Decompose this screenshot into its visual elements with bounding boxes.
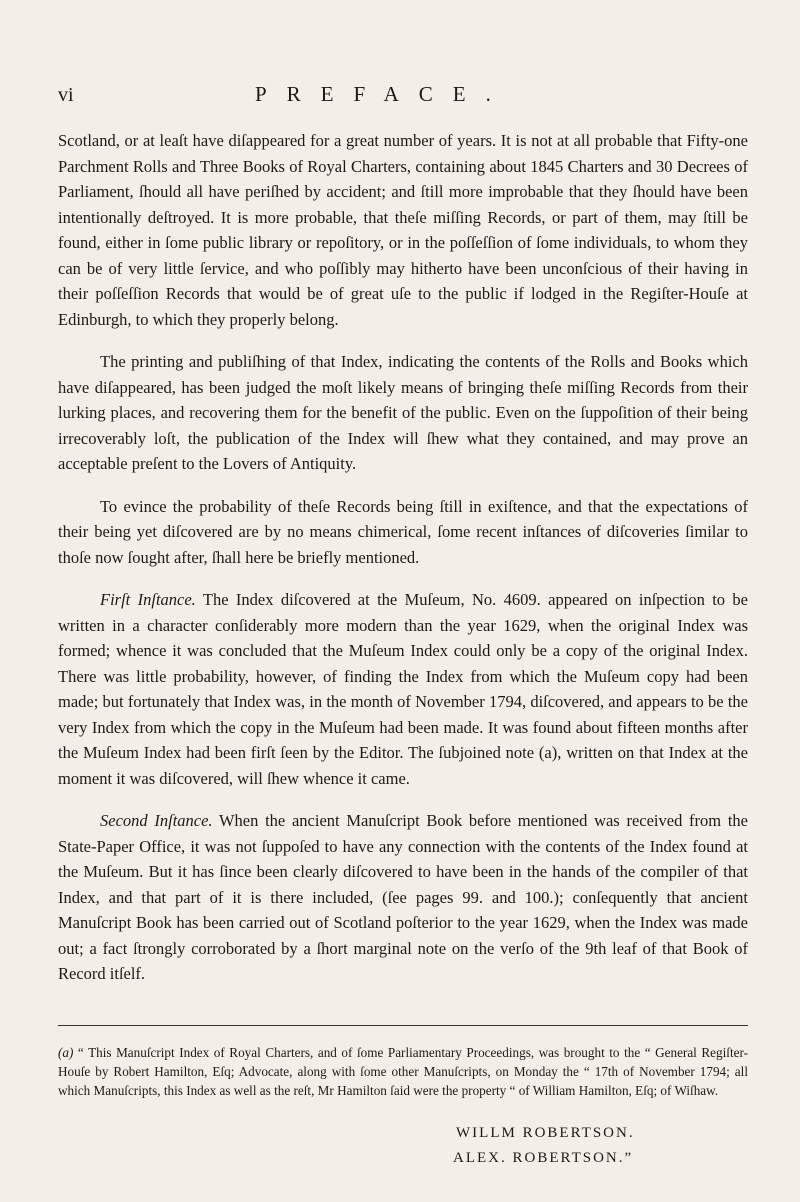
paragraph-2 [58,349,748,477]
paragraph-1-text: Scotland, or at leaſt have diſappeared for a great number of years. It is not at all probable that Fifty-one Parchment Rolls and Three Books of Royal Charters, containing about 1845 Charters and 30 Decrees of Parliament, ſhould all have periſhed by accident; and ſtill more improbable that they ſhould have been intentionally deſtroyed. It is more probable, that theſe miſſing Records, or part of them, may ſtill be found, either in ſome public library or repoſitory, or in the poſſeſſion of ſome individuals, to whom they can be of very little ſervice, and who poſſibly may hitherto have been unconſcious of their having in their poſſeſſion Records that would be of great uſe to the public if lodged in the Regiſter-Houſe at Edinburgh, to which they properly belong. [58,131,748,329]
paragraph-3-text: To evince the probability of theſe Records being ſtill in exiſtence, and that the expectations of their being yet diſcovered are by no means chimerical, ſome recent inſtances of diſcoveries ſimilar to thoſe now ſought after, ſhall here be briefly mentioned. [58,496,748,567]
footnote [58,1043,748,1100]
paragraph-3 [58,494,748,571]
paragraph-1 [58,128,748,332]
paragraph-second-instance [58,808,748,987]
first-instance-text: The Index diſcovered at the Muſeum, No. 4609. appeared on inſpection to be written in a character conſiderably more modern than the year 1629, when the original Index was formed; whence it was concluded that the Muſeum Index could only be a copy of the original Index. There was little probability, however, of finding the Index from which the Muſeum copy had been made; but fortunately that Index was, in the month of November 1794, diſcovered, and appears to be the very Index from which the copy in the Muſeum had been made. It was found about fifteen months after the Muſeum Index had been firſt ſeen by the Editor. The ſubjoined note (a), written on that Index at the moment it was diſcovered, will ſhew whence it came. [58,590,748,788]
footnote-paragraph [58,1043,748,1100]
second-instance-text: When the ancient Manuſcript Book before mentioned was received from the State-Paper Office, it was not ſuppoſed to have any connection with the contents of the Index found at the Muſeum. But it has ſince been clearly diſcovered to have been in the hands of the compiler of that Index, and that part of it is there included, (ſee pages 99. and 100.); conſequently that ancient Manuſcript Book has been carried out of Scotland poſterior to the year 1629, when the Index was made out; a fact ſtrongly corroborated by a ſhort marginal note on the verſo of the 9th leaf of that Book of Record itſelf. [58,811,748,983]
footnote-text: “ This Manuſcript Index of Royal Charters, and of ſome Parliamentary Proceedings, was brought to the “ General Regiſter-Houſe by Robert Hamilton, Eſq; Advocate, along with ſome other Manuſcripts, on Monday the “ 17th of November 1794; all which Manuſcripts, this Index as well as the reſt, Mr Hamilton ſaid were the property “ of William Hamilton, Eſq; of Wiſhaw. [58,1045,748,1098]
page-header [0,84,800,108]
paragraph-first-instance [58,587,748,791]
signature-william-robertson: WILLM ROBERTSON. [456,1125,635,1141]
signature-alex-robertson: ALEX. ROBERTSON.” [453,1150,634,1166]
page-number: vi [58,84,74,106]
body-text [58,128,748,1004]
footnote-divider [58,1025,748,1026]
second-instance-heading: Second Inſtance. [100,811,213,830]
first-instance-heading: Firſt Inſtance. [100,590,196,609]
running-title: PREFACE. [255,82,511,106]
footnote-mark: (a) [58,1045,74,1060]
paragraph-2-text: The printing and publiſhing of that Index, indicating the contents of the Rolls and Books which have diſappeared, has been judged the moſt likely means of bringing theſe miſſing Records from their lurking places, and recovering them for the benefit of the public. Even on the ſuppoſition of their being irrecoverably loſt, the publication of the Index will ſhew what they contained, and may prove an acceptable preſent to the Lovers of Antiquity. [58,352,748,473]
